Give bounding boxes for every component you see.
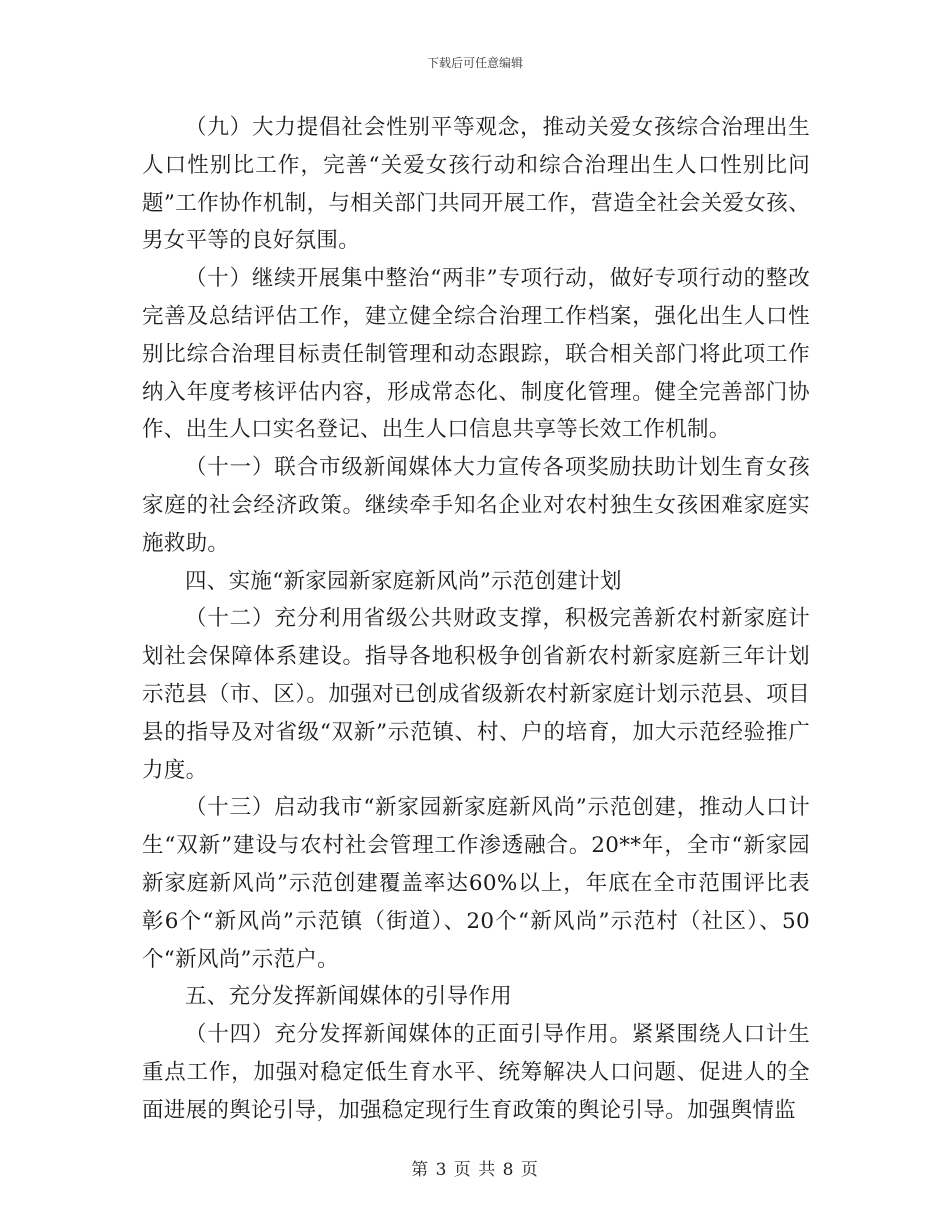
page-number-footer: 第 3 页 共 8 页 — [411, 1160, 539, 1180]
paragraph-ten: （十）继续开展集中整治“两非”专项行动，做好专项行动的整改完善及总结评估工作，建立健全综合治理工作档案，强化出生人口性别比综合治理目标责任制管理和动态跟踪，联合相关部门将此项工作纳入年度考核评估内容，形成常态化、制度化管理。健全完善部门协作、出生人口实名登记、出生人口信息共享等长效工作机制。 — [142, 266, 810, 443]
paragraph-thirteen: （十三）启动我市“新家园新家庭新风尚”示范创建，推动人口计生“双新”建设与农村社会管理工作渗透融合。20**年，全市“新家园新家庭新风尚”示范创建覆盖率达60%以上，年底在全市范围评比表彰6个“新风尚”示范镇（街道）、20个“新风尚”示范村（社区）、50个“新风尚”示范户。 — [142, 795, 810, 972]
page-header: 下载后可任意编辑 — [426, 56, 523, 70]
section-heading-four: 四、实施“新家园新家庭新风尚”示范创建计划 — [185, 568, 622, 594]
section-heading-five: 五、充分发挥新闻媒体的引导作用 — [185, 984, 513, 1010]
document-body — [142, 109, 810, 1130]
paragraph-fourteen: （十四）充分发挥新闻媒体的正面引导作用。紧紧围绕人口计生重点工作，加强对稳定低生育水平、统筹解决人口问题、促进人的全面进展的舆论引导，加强稳定现行生育政策的舆论引导。加强舆情监 — [142, 1022, 810, 1123]
paragraph-nine: （九）大力提倡社会性别平等观念，推动关爱女孩综合治理出生人口性别比工作，完善“关爱女孩行动和综合治理出生人口性别比问题”工作协作机制，与相关部门共同开展工作，营造全社会关爱女孩、男女平等的良好氛围。 — [142, 115, 810, 254]
paragraph-eleven: （十一）联合市级新闻媒体大力宣传各项奖励扶助计划生育女孩家庭的社会经济政策。继续牵手知名企业对农村独生女孩困难家庭实施救助。 — [142, 455, 810, 556]
paragraph-twelve: （十二）充分利用省级公共财政支撑，积极完善新农村新家庭计划社会保障体系建设。指导各地积极争创省新农村新家庭新三年计划示范县（市、区）。加强对已创成省级新农村新家庭计划示范县、项目县的指导及对省级“双新”示范镇、村、户的培育，加大示范经验推广力度。 — [142, 606, 810, 783]
